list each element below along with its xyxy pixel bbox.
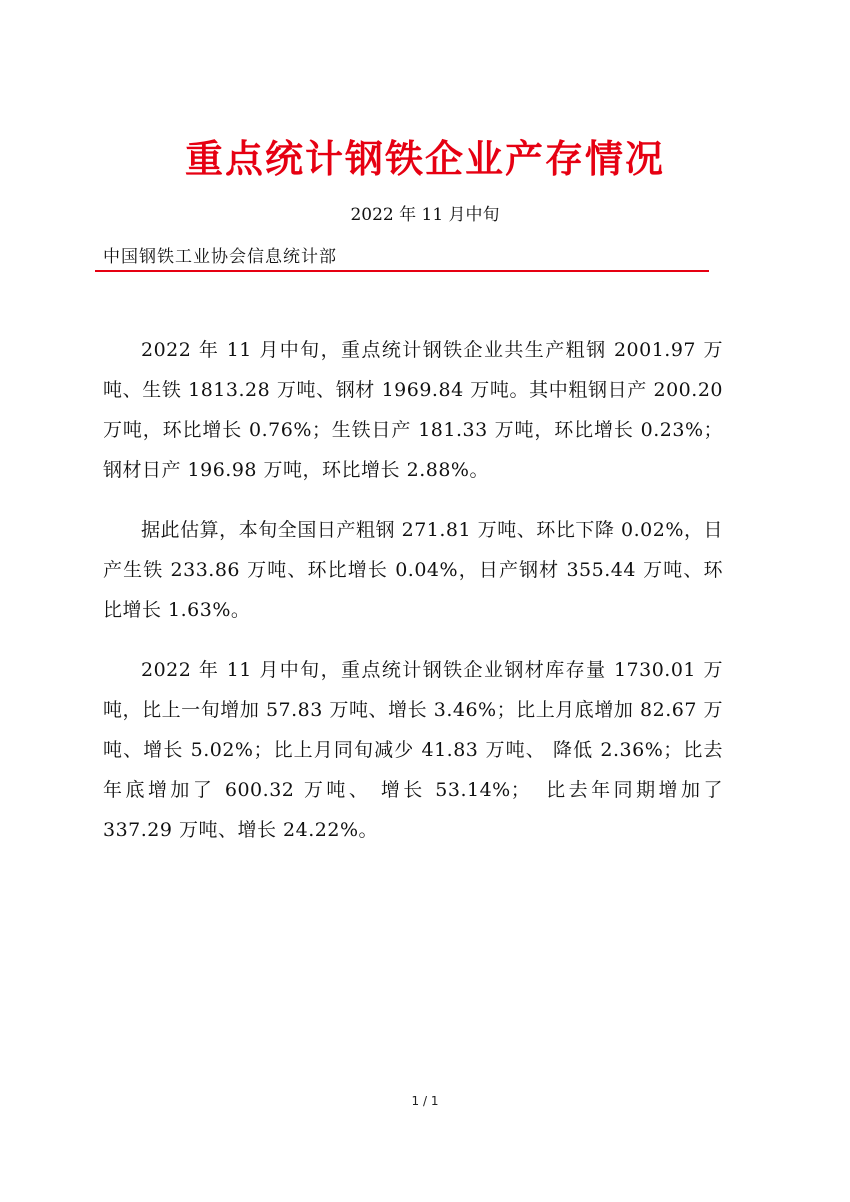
document-date: 2022 年 11 月中旬 <box>350 205 500 225</box>
paragraph-inventory: 2022 年 11 月中旬，重点统计钢铁企业钢材库存量 1730.01 万吨，比上一旬增加 57.83 万吨、增长 3.46%；比上月底增加 82.67 万吨、增长 5.02%；比上月同旬减少 41.83 万吨、 降低 2.36%；比去年底增加了 600.32 万吨、 增长 53.14%； 比去年同期增加了 337.29 万吨、增长 24.22%。 <box>103 659 723 841</box>
organization-name: 中国钢铁工业协会信息统计部 <box>103 247 337 267</box>
document-title: 重点统计钢铁企业产存情况 <box>184 137 665 181</box>
document-body <box>103 330 723 870</box>
paragraph-national-estimate: 据此估算，本旬全国日产粗钢 271.81 万吨、环比下降 0.02%，日产生铁 233.86 万吨、环比增长 0.04%，日产钢材 355.44 万吨、环比增长 1.63%。 <box>103 519 723 621</box>
paragraph-production: 2022 年 11 月中旬，重点统计钢铁企业共生产粗钢 2001.97 万吨、生铁 1813.28 万吨、钢材 1969.84 万吨。其中粗钢日产 200.20 万吨，环比增长 0.76%；生铁日产 181.33 万吨，环比增长 0.23%；钢材日产 196.98 万吨，环比增长 2.88%。 <box>103 339 723 481</box>
page-number: 1 / 1 <box>411 1094 439 1108</box>
header-divider <box>95 270 709 272</box>
